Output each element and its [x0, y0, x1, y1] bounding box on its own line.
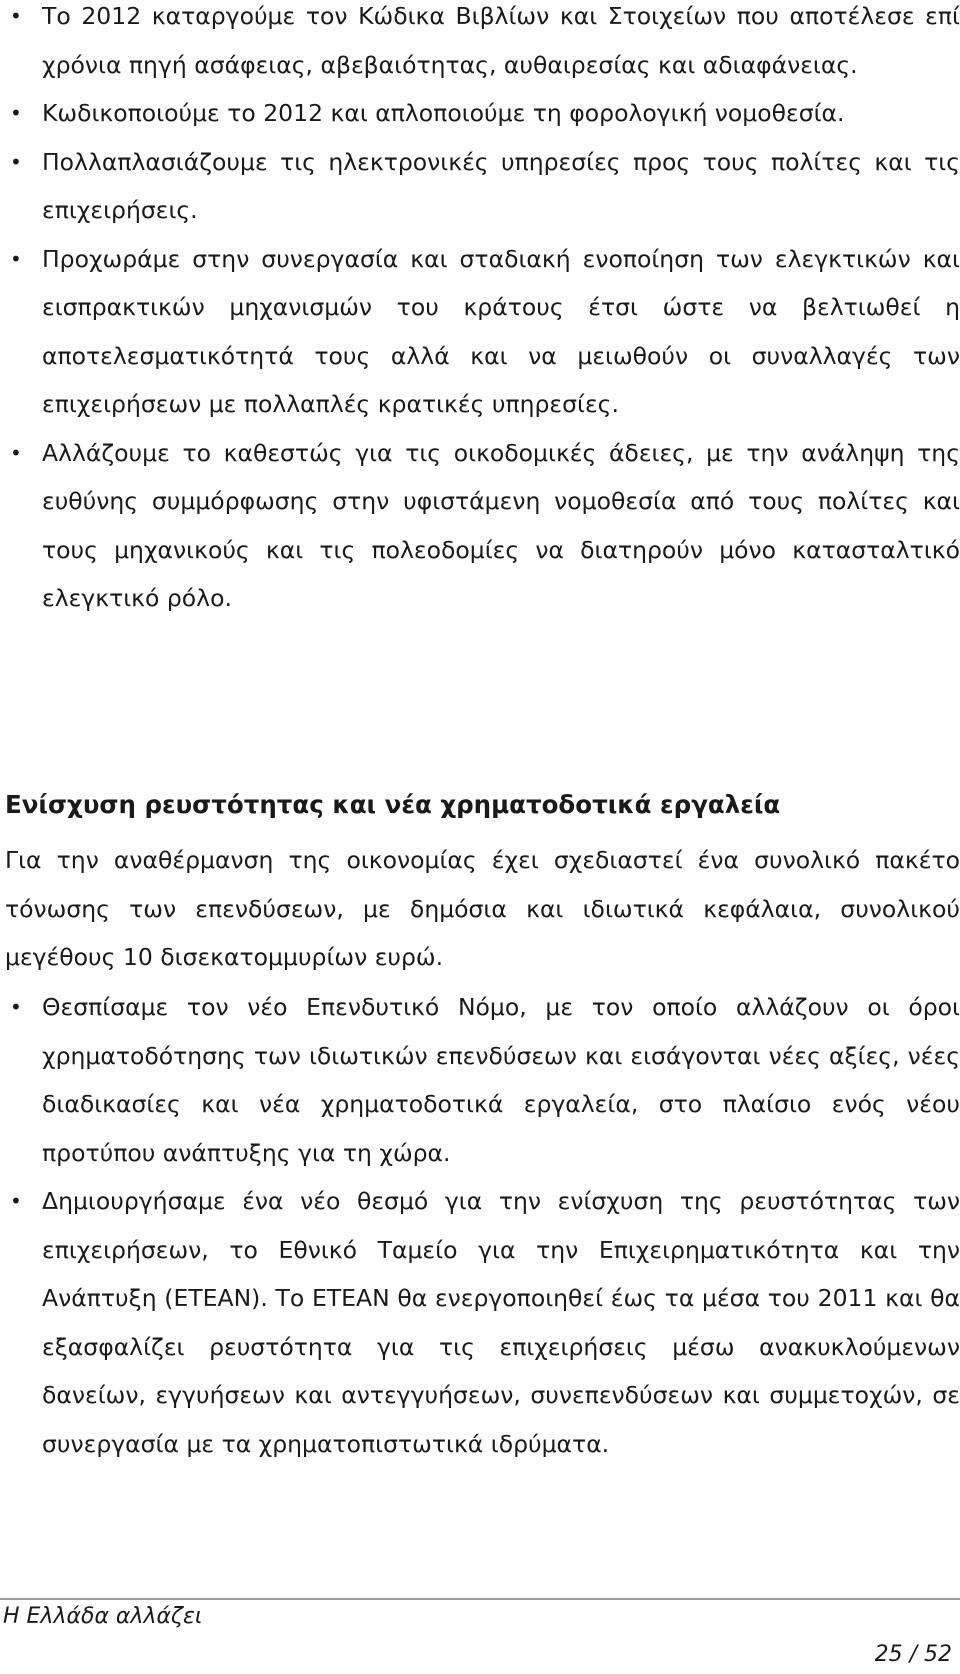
list-item [5, 429, 960, 623]
bullet-icon: • [10, 440, 22, 465]
list-item-text: Κωδικοποιούμε το 2012 και απλοποιούμε τη φορολογική νομοθεσία. [42, 99, 845, 127]
bullet-icon: • [10, 995, 22, 1019]
list-item [5, 1177, 960, 1468]
page-number: 25 / 52 [874, 1642, 952, 1667]
list-item-text: Δημιουργήσαμε ένα νέο θεσμό για την ενίσχυση της ρευστότητας των επιχειρήσεων, το Εθνικό Ταμείο για την Επιχειρηματικότητα και την Ανάπτυξη (ΕΤΕΑΝ). Το ΕΤΕΑΝ θα ενεργοποιηθεί έως τα μέσα του 2011 και θα εξασφαλίζει ρευστότητα για τις επιχειρήσεις μέσω ανακυκλούμενων δανείων, εγγυήσεων και αντεγγυήσεων, συνεπενδύσεων και συμμετοχών, σε συνεργασία με τα χρηματοπιστωτικά ιδρύματα. [42, 1187, 960, 1458]
list-item-text: Το 2012 καταργούμε τον Κώδικα Βιβλίων και Στοιχείων που αποτέλεσε επί χρόνια πηγή ασάφειας, αβεβαιότητας, αυθαιρεσίας και αδιαφάνειας. [42, 2, 960, 79]
list-item [5, 89, 960, 138]
bullet-list-bottom [5, 983, 960, 1468]
bullet-icon: • [10, 101, 22, 125]
intro-paragraph: Για την αναθέρμανση της οικονομίας έχει σχεδιαστεί ένα συνολικό πακέτο τόνωσης των επενδύσεων, με δημόσια και ιδιωτικά κεφάλαια, συνολικού μεγέθους 10 δισεκατομμυρίων ευρώ. [5, 846, 960, 971]
list-item [5, 0, 960, 89]
list-item-text: Θεσπίσαμε τον νέο Επενδυτικό Νόμο, με τον οποίο αλλάζουν οι όροι χρηματοδότησης των ιδιωτικών επενδύσεων και εισάγονται νέες αξίες, νέες διαδικασίες και νέα χρηματοδοτικά εργαλεία, στο πλαίσιο ενός νέου προτύπου ανάπτυξης για τη χώρα. [42, 993, 960, 1167]
list-item [5, 983, 960, 1177]
bullet-icon: • [10, 246, 22, 271]
bullet-icon: • [10, 149, 22, 174]
list-item-text: Αλλάζουμε το καθεστώς για τις οικοδομικές άδειες, με την ανάληψη της ευθύνης συμμόρφωσης στην υφιστάμενη νομοθεσία από τους πολίτες και τους μηχανικούς και τις πολεοδομίες να διατηρούν μόνο κατασταλτικό ελεγκτικό ρόλο. [42, 438, 960, 612]
bullet-icon: • [10, 4, 22, 28]
bullet-icon: • [10, 1189, 22, 1213]
bullet-list-top [5, 0, 960, 623]
list-item [5, 138, 960, 235]
list-item-text: Πολλαπλασιάζουμε τις ηλεκτρονικές υπηρεσίες προς τους πολίτες και τις επιχειρήσεις. [42, 147, 960, 224]
footer-divider [0, 1598, 960, 1600]
list-item [5, 235, 960, 429]
footer-title: Η Ελλάδα αλλάζει [3, 1604, 203, 1629]
list-item-text: Προχωράμε στην συνεργασία και σταδιακή ενοποίηση των ελεγκτικών και εισπρακτικών μηχανισμών του κράτους έτσι ώστε να βελτιωθεί η αποτελεσματικότητά τους αλλά και να μειωθούν οι συναλλαγές των επιχειρήσεων με πολλαπλές κρατικές υπηρεσίες. [42, 244, 960, 418]
section-heading: Ενίσχυση ρευστότητας και νέα χρηματοδοτικά εργαλεία [5, 790, 781, 819]
